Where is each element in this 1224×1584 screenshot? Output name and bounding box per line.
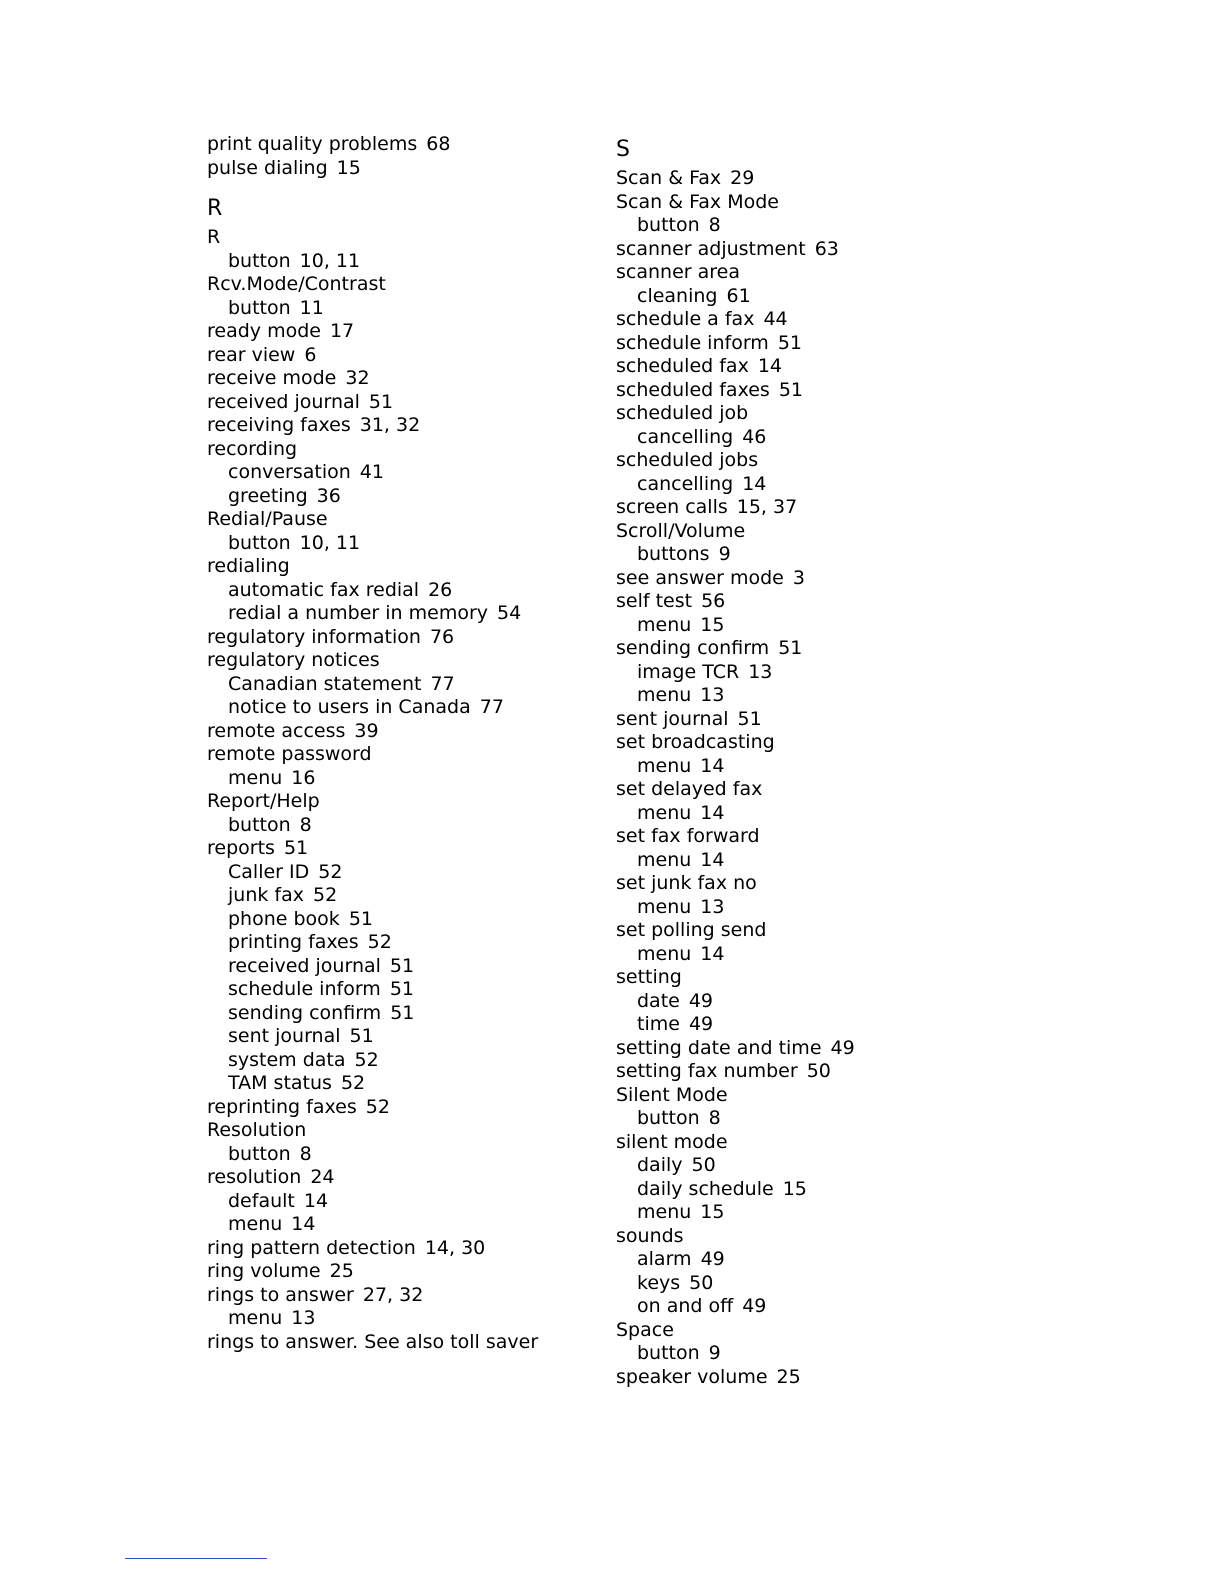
index-subentry [616, 1201, 1016, 1225]
index-term: set broadcasting [616, 731, 775, 753]
index-page-numbers: 50 [806, 1060, 831, 1082]
index-page-numbers: 49 [688, 989, 714, 1012]
index-term: button [637, 214, 700, 236]
index-term: recording [207, 437, 298, 460]
index-page-numbers: 15 [700, 1201, 725, 1223]
index-subentry [616, 543, 1016, 567]
index-page-numbers: 51 [737, 707, 762, 730]
index-term: daily schedule [637, 1177, 774, 1200]
index-term: self test [616, 590, 693, 612]
index-entry [207, 1166, 587, 1190]
index-page-numbers: 10, 11 [299, 531, 361, 554]
index-entry [616, 1225, 1016, 1249]
index-term: Rcv.Mode/Contrast [207, 273, 386, 295]
index-term: ring pattern detection [207, 1236, 416, 1259]
index-subentry [616, 896, 1016, 920]
index-entry [616, 238, 1016, 262]
index-page-numbers: 9 [718, 543, 731, 565]
index-page-numbers: 14 [700, 754, 725, 777]
index-entry [207, 1260, 587, 1284]
index-term: scanner adjustment [616, 237, 806, 260]
index-subentry [616, 1295, 1016, 1319]
index-page-numbers: 14 [291, 1213, 316, 1235]
index-term: button [637, 1107, 700, 1129]
index-entry [616, 1131, 1016, 1155]
index-page-numbers: 9 [708, 1342, 721, 1364]
index-term: setting fax number [616, 1060, 798, 1082]
index-term: sent journal [228, 1025, 341, 1047]
index-term: cancelling [637, 425, 734, 448]
index-page-numbers: 52 [318, 860, 343, 883]
index-page-numbers: 14 [700, 942, 725, 965]
index-term: cleaning [637, 284, 718, 307]
index-entry [616, 708, 1016, 732]
index-term: Report/Help [207, 790, 320, 812]
index-term: ready mode [207, 320, 321, 342]
index-term: print quality problems [207, 133, 418, 155]
index-page-numbers: 14 [757, 355, 783, 377]
index-term: button [228, 1142, 291, 1165]
index-entry [207, 367, 587, 391]
index-term: menu [228, 766, 283, 789]
index-entry [207, 438, 587, 462]
index-subentry [207, 1002, 587, 1026]
index-term: menu [228, 1213, 283, 1235]
index-term: set fax forward [616, 825, 760, 847]
index-term: screen calls [616, 496, 728, 518]
index-entry [616, 167, 1016, 191]
index-subentry [207, 579, 587, 603]
index-term: button [228, 296, 291, 319]
index-subentry [616, 990, 1016, 1014]
index-subentry [616, 1107, 1016, 1131]
index-page-numbers: 52 [365, 1095, 390, 1118]
index-entry [207, 743, 587, 767]
index-entry [207, 414, 587, 438]
index-term: R [207, 226, 221, 248]
index-page-numbers: 13 [700, 684, 725, 706]
index-term: ring volume [207, 1260, 321, 1282]
index-subentry [207, 1307, 587, 1331]
index-page-numbers: 17 [329, 320, 355, 342]
index-subentry [207, 884, 587, 908]
index-entry [207, 344, 587, 368]
index-subentry [207, 955, 587, 979]
index-page-numbers: 25 [329, 1260, 354, 1282]
index-subentry [207, 931, 587, 955]
index-term: rear view [207, 343, 296, 366]
index-page-numbers: 51 [389, 954, 415, 977]
index-subentry [207, 1025, 587, 1049]
index-term: cancelling [637, 472, 734, 495]
index-page-numbers: 52 [367, 931, 392, 953]
index-term: set delayed fax [616, 778, 763, 800]
index-page-numbers: 56 [701, 590, 726, 612]
index-entry [616, 637, 1016, 661]
index-term: pulse dialing [207, 156, 328, 179]
index-subentry [616, 426, 1016, 450]
index-entry [207, 133, 587, 157]
index-page-numbers: 46 [742, 425, 767, 448]
index-term: receive mode [207, 367, 337, 389]
index-page-numbers: 51 [390, 1001, 415, 1024]
index-entry [616, 567, 1016, 591]
index-term: Canadian statement [228, 672, 422, 695]
index-entry [616, 1037, 1016, 1061]
index-subentry [207, 250, 587, 274]
index-subentry [616, 1013, 1016, 1037]
index-page-numbers: 6 [304, 343, 317, 366]
index-term: sending confirm [228, 1001, 382, 1024]
index-page-numbers: 14, 30 [424, 1236, 486, 1259]
index-page-numbers: 16 [291, 766, 316, 789]
index-page-numbers: 54 [497, 602, 522, 624]
index-subentry [616, 849, 1016, 873]
index-term: silent mode [616, 1130, 728, 1153]
index-column-right [616, 133, 1016, 1389]
index-subentry [616, 755, 1016, 779]
index-page-numbers: 77 [479, 696, 504, 718]
index-entry [207, 1331, 587, 1355]
index-term: setting date and time [616, 1036, 822, 1059]
index-subentry [207, 908, 587, 932]
section-gap [207, 180, 587, 192]
index-entry [207, 555, 587, 579]
index-term: Redial/Pause [207, 508, 328, 530]
index-term: schedule inform [228, 978, 381, 1000]
index-term: Silent Mode [616, 1083, 728, 1106]
index-term: greeting [228, 484, 308, 507]
index-term: junk fax [228, 884, 304, 906]
index-term: remote password [207, 743, 372, 765]
index-page-numbers: 51 [348, 907, 373, 930]
index-column-left [207, 133, 587, 1354]
index-subentry [207, 602, 587, 626]
index-page-numbers: 41 [359, 461, 384, 483]
index-term: button [228, 813, 291, 836]
index-page-numbers: 76 [429, 625, 455, 648]
index-page-numbers: 68 [426, 133, 451, 155]
index-page-numbers: 49 [830, 1036, 855, 1059]
index-page-numbers: 51 [389, 978, 414, 1000]
index-page-numbers: 10, 11 [299, 249, 361, 272]
index-page-numbers: 36 [316, 484, 341, 507]
index-page-numbers: 8 [708, 214, 721, 236]
index-term: scheduled faxes [616, 378, 770, 401]
index-page-numbers: 63 [814, 237, 839, 260]
index-term: speaker volume [616, 1365, 768, 1388]
index-subentry [616, 1154, 1016, 1178]
index-subentry [616, 1342, 1016, 1366]
index-term: image TCR [637, 660, 740, 683]
index-term: Scroll/Volume [616, 519, 746, 542]
index-subentry [207, 1072, 587, 1096]
index-term: scheduled fax [616, 355, 749, 377]
index-term: see answer mode [616, 566, 784, 589]
index-term: set junk fax no [616, 872, 757, 894]
index-page-numbers: 13 [291, 1307, 316, 1329]
index-term: Resolution [207, 1119, 307, 1141]
index-page-numbers: 14 [742, 472, 767, 495]
index-subentry [207, 767, 587, 791]
index-page-numbers: 32 [345, 367, 370, 389]
index-entry [616, 520, 1016, 544]
index-term: buttons [637, 543, 710, 565]
index-entry [207, 649, 587, 673]
index-page-numbers: 52 [312, 884, 338, 906]
index-subentry [207, 978, 587, 1002]
index-page-numbers: 14 [700, 801, 725, 824]
index-term: time [637, 1013, 680, 1035]
index-page-numbers: 50 [691, 1154, 716, 1176]
index-subentry [616, 802, 1016, 826]
index-page-numbers: 11 [299, 296, 324, 319]
index-term: menu [637, 848, 692, 871]
index-page-numbers: 27, 32 [362, 1283, 424, 1306]
index-subentry [616, 661, 1016, 685]
index-term: menu [637, 613, 692, 636]
index-term: set polling send [616, 919, 767, 941]
index-term: conversation [228, 461, 351, 483]
index-entry [616, 355, 1016, 379]
index-subentry [207, 461, 587, 485]
index-page-numbers: 49 [688, 1013, 714, 1035]
index-page-numbers: 51 [368, 390, 394, 413]
index-subentry [616, 473, 1016, 497]
index-entry [207, 226, 587, 250]
index-page-numbers: 26 [428, 578, 453, 601]
index-entry [616, 872, 1016, 896]
index-term: received journal [207, 390, 360, 413]
index-page-numbers: 24 [310, 1166, 335, 1188]
index-term: reprinting faxes [207, 1095, 357, 1118]
index-term: setting [616, 966, 682, 988]
index-section-letter: R [207, 196, 223, 221]
index-page-numbers: 13 [700, 895, 725, 918]
index-page-numbers: 13 [748, 660, 773, 683]
index-entry [616, 919, 1016, 943]
index-page-numbers: 52 [340, 1072, 366, 1094]
index-page-numbers: 14 [700, 848, 725, 871]
index-term: rings to answer [207, 1283, 354, 1306]
index-entry [207, 720, 587, 744]
index-entry [616, 1366, 1016, 1390]
index-subentry [207, 532, 587, 556]
index-entry [207, 273, 587, 297]
index-subentry [616, 285, 1016, 309]
index-term: TAM status [228, 1072, 332, 1094]
index-term: printing faxes [228, 931, 359, 953]
index-entry [207, 508, 587, 532]
index-entry [616, 1060, 1016, 1084]
index-page-numbers: 44 [763, 308, 788, 330]
index-subentry [616, 1248, 1016, 1272]
index-term: schedule inform [616, 331, 769, 354]
index-subentry [207, 1049, 587, 1073]
index-entry [616, 731, 1016, 755]
index-subentry [207, 861, 587, 885]
index-entry [207, 1284, 587, 1308]
index-subentry [207, 1190, 587, 1214]
index-page-numbers: 31, 32 [359, 414, 421, 436]
index-term: menu [637, 754, 692, 777]
index-page-numbers: 77 [430, 672, 455, 695]
index-subentry [207, 673, 587, 697]
index-term: menu [228, 1307, 283, 1329]
index-page-numbers: 51 [283, 837, 309, 859]
index-subentry [616, 214, 1016, 238]
index-term: menu [637, 684, 692, 706]
index-subentry [207, 696, 587, 720]
index-term: keys [637, 1271, 681, 1294]
index-subentry [616, 1272, 1016, 1296]
index-page-numbers: 8 [299, 1142, 312, 1165]
index-term: sent journal [616, 707, 729, 730]
index-entry [616, 402, 1016, 426]
index-subentry [207, 1143, 587, 1167]
index-page-numbers: 14 [303, 1189, 329, 1212]
index-entry [616, 1084, 1016, 1108]
index-page-numbers: 51 [778, 378, 804, 401]
index-entry [616, 1319, 1016, 1343]
index-term: scanner area [616, 261, 740, 283]
index-term: menu [637, 942, 692, 965]
index-subentry [207, 1213, 587, 1237]
index-term: system data [228, 1048, 346, 1071]
index-page-numbers: 39 [354, 719, 379, 742]
index-section-letter: S [616, 137, 630, 162]
index-page-numbers: 15 [336, 156, 361, 179]
index-entry [616, 449, 1016, 473]
index-term: Space [616, 1318, 674, 1341]
index-page-numbers: 51 [349, 1025, 374, 1047]
index-term: received journal [228, 954, 381, 977]
index-subentry [616, 943, 1016, 967]
index-entry [616, 379, 1016, 403]
index-page-numbers: 3 [792, 566, 805, 589]
index-page-numbers: 29 [730, 167, 755, 189]
index-term: scheduled job [616, 402, 749, 424]
index-term: default [228, 1189, 295, 1212]
index-entry [207, 157, 587, 181]
index-entry [616, 332, 1016, 356]
index-entry [616, 308, 1016, 332]
index-entry [616, 778, 1016, 802]
index-term: button [228, 531, 291, 554]
index-entry [616, 191, 1016, 215]
index-entry [207, 837, 587, 861]
index-entry [616, 825, 1016, 849]
index-term: button [637, 1342, 700, 1364]
index-term: daily [637, 1154, 683, 1176]
index-entry [207, 1119, 587, 1143]
index-page-numbers: 52 [354, 1048, 379, 1071]
index-page-numbers: 49 [742, 1295, 767, 1317]
index-page-numbers: 25 [776, 1365, 801, 1388]
index-page-numbers: 8 [299, 813, 312, 836]
index-page-numbers: 8 [708, 1107, 721, 1129]
index-term: notice to users in Canada [228, 696, 471, 718]
index-term: date [637, 989, 680, 1012]
index-entry [207, 320, 587, 344]
index-subentry [616, 684, 1016, 708]
index-term: redialing [207, 555, 290, 577]
index-page-numbers: 15 [782, 1177, 807, 1200]
index-term: Scan & Fax Mode [616, 190, 779, 213]
index-entry [207, 391, 587, 415]
index-page-numbers: 15, 37 [736, 496, 798, 518]
index-term: schedule a fax [616, 308, 755, 330]
index-term: regulatory information [207, 625, 421, 648]
index-term: phone book [228, 907, 340, 930]
index-term: button [228, 249, 291, 272]
index-term: Caller ID [228, 860, 310, 883]
index-term: resolution [207, 1166, 302, 1188]
index-subentry [616, 1178, 1016, 1202]
index-entry [207, 626, 587, 650]
index-term: automatic fax redial [228, 578, 420, 601]
index-term: on and off [637, 1295, 734, 1317]
index-term: menu [637, 1201, 692, 1223]
index-page-numbers: 15 [700, 613, 725, 636]
index-term: Scan & Fax [616, 167, 722, 189]
index-entry [616, 966, 1016, 990]
index-entry [616, 261, 1016, 285]
index-term: receiving faxes [207, 414, 351, 436]
index-page-numbers: 50 [689, 1271, 714, 1294]
index-subentry [207, 297, 587, 321]
index-term: sending confirm [616, 637, 770, 659]
index-entry [207, 790, 587, 814]
index-page-numbers: 51 [777, 331, 802, 354]
footer-rule [125, 1558, 267, 1559]
index-page-numbers: 51 [778, 637, 803, 659]
index-page-numbers: 49 [700, 1248, 725, 1270]
index-subentry [207, 814, 587, 838]
index-page-numbers: 61 [726, 284, 751, 307]
index-term: reports [207, 837, 275, 859]
index-term: rings to answer. See also toll saver [207, 1330, 539, 1353]
index-term: regulatory notices [207, 649, 380, 671]
index-subentry [616, 614, 1016, 638]
index-entry [207, 1096, 587, 1120]
index-term: menu [637, 801, 692, 824]
index-term: remote access [207, 719, 346, 742]
index-entry [207, 1237, 587, 1261]
index-subentry [207, 485, 587, 509]
index-entry [616, 496, 1016, 520]
index-entry [616, 590, 1016, 614]
index-term: alarm [637, 1248, 692, 1270]
index-term: sounds [616, 1224, 684, 1247]
index-term: scheduled jobs [616, 449, 759, 471]
index-term: menu [637, 895, 692, 918]
index-term: redial a number in memory [228, 602, 489, 624]
